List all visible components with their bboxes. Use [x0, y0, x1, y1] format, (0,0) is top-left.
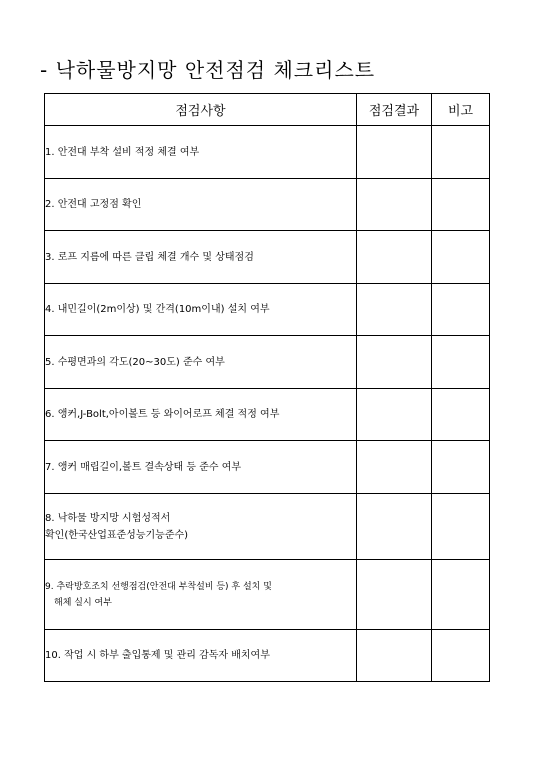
inspection-result-cell[interactable]	[357, 336, 432, 389]
remarks-cell[interactable]	[432, 389, 490, 441]
inspection-result-cell[interactable]	[357, 389, 432, 441]
remarks-cell[interactable]	[432, 630, 490, 682]
remarks-cell[interactable]	[432, 441, 490, 494]
remarks-cell[interactable]	[432, 494, 490, 560]
checklist-table	[44, 93, 490, 682]
inspection-item-text: 7. 앵커 매립길이,볼트 결속상태 등 준수 여부	[45, 461, 242, 473]
table-row	[45, 336, 490, 389]
table-row	[45, 630, 490, 682]
inspection-item-cell	[45, 441, 357, 494]
inspection-result-cell[interactable]	[357, 494, 432, 560]
page-title: - 낙하물방지망 안전점검 체크리스트	[40, 58, 376, 82]
inspection-item-cell	[45, 126, 357, 179]
remarks-cell[interactable]	[432, 284, 490, 336]
inspection-item-text: 3. 로프 지름에 따른 클립 체결 개수 및 상태점검	[45, 251, 254, 263]
inspection-item-cell	[45, 494, 357, 560]
inspection-result-cell[interactable]	[357, 126, 432, 179]
header-inspection-result: 점검결과	[357, 94, 432, 126]
table-row	[45, 126, 490, 179]
inspection-item-cell	[45, 336, 357, 389]
table-row	[45, 231, 490, 284]
inspection-item-text: 5. 수평면과의 각도(20~30도) 준수 여부	[45, 356, 225, 368]
inspection-item-text: 2. 안전대 고정점 확인	[45, 199, 142, 210]
inspection-item-cell	[45, 231, 357, 284]
inspection-item-cell	[45, 630, 357, 682]
table-row	[45, 494, 490, 560]
table-row	[45, 389, 490, 441]
inspection-item-text: 9. 추락방호조치 선행점검(안전대 부착설비 등) 후 설치 및	[45, 581, 272, 592]
inspection-item-cell	[45, 284, 357, 336]
header-remarks: 비고	[432, 94, 490, 126]
inspection-item-text: 10. 작업 시 하부 출입통제 및 관리 감독자 배치여부	[45, 650, 270, 661]
inspection-result-cell[interactable]	[357, 560, 432, 630]
inspection-item-text: 1. 안전대 부착 설비 적정 체결 여부	[45, 146, 200, 158]
inspection-item-cell	[45, 389, 357, 441]
table-row	[45, 441, 490, 494]
table-header-row	[45, 94, 490, 126]
checklist-body	[45, 126, 490, 682]
inspection-result-cell[interactable]	[357, 179, 432, 231]
inspection-item-cell	[45, 560, 357, 630]
remarks-cell[interactable]	[432, 179, 490, 231]
table-row	[45, 560, 490, 630]
inspection-item-text: 6. 앵커,J-Bolt,아이볼트 등 와이어로프 체결 적정 여부	[45, 409, 280, 420]
inspection-item-text: 8. 낙하물 방지망 시험성적서	[45, 512, 171, 524]
inspection-item-text: 해체 실시 여부	[54, 597, 112, 608]
remarks-cell[interactable]	[432, 231, 490, 284]
header-inspection-item: 점검사항	[45, 94, 357, 126]
remarks-cell[interactable]	[432, 336, 490, 389]
table-row	[45, 179, 490, 231]
remarks-cell[interactable]	[432, 560, 490, 630]
table-row	[45, 284, 490, 336]
inspection-result-cell[interactable]	[357, 441, 432, 494]
inspection-item-text: 확인(한국산업표준성능기능준수)	[45, 529, 189, 541]
remarks-cell[interactable]	[432, 126, 490, 179]
inspection-item-text: 4. 내민길이(2m이상) 및 간격(10m이내) 설치 여부	[45, 304, 270, 315]
inspection-result-cell[interactable]	[357, 284, 432, 336]
inspection-result-cell[interactable]	[357, 630, 432, 682]
inspection-item-cell	[45, 179, 357, 231]
inspection-result-cell[interactable]	[357, 231, 432, 284]
